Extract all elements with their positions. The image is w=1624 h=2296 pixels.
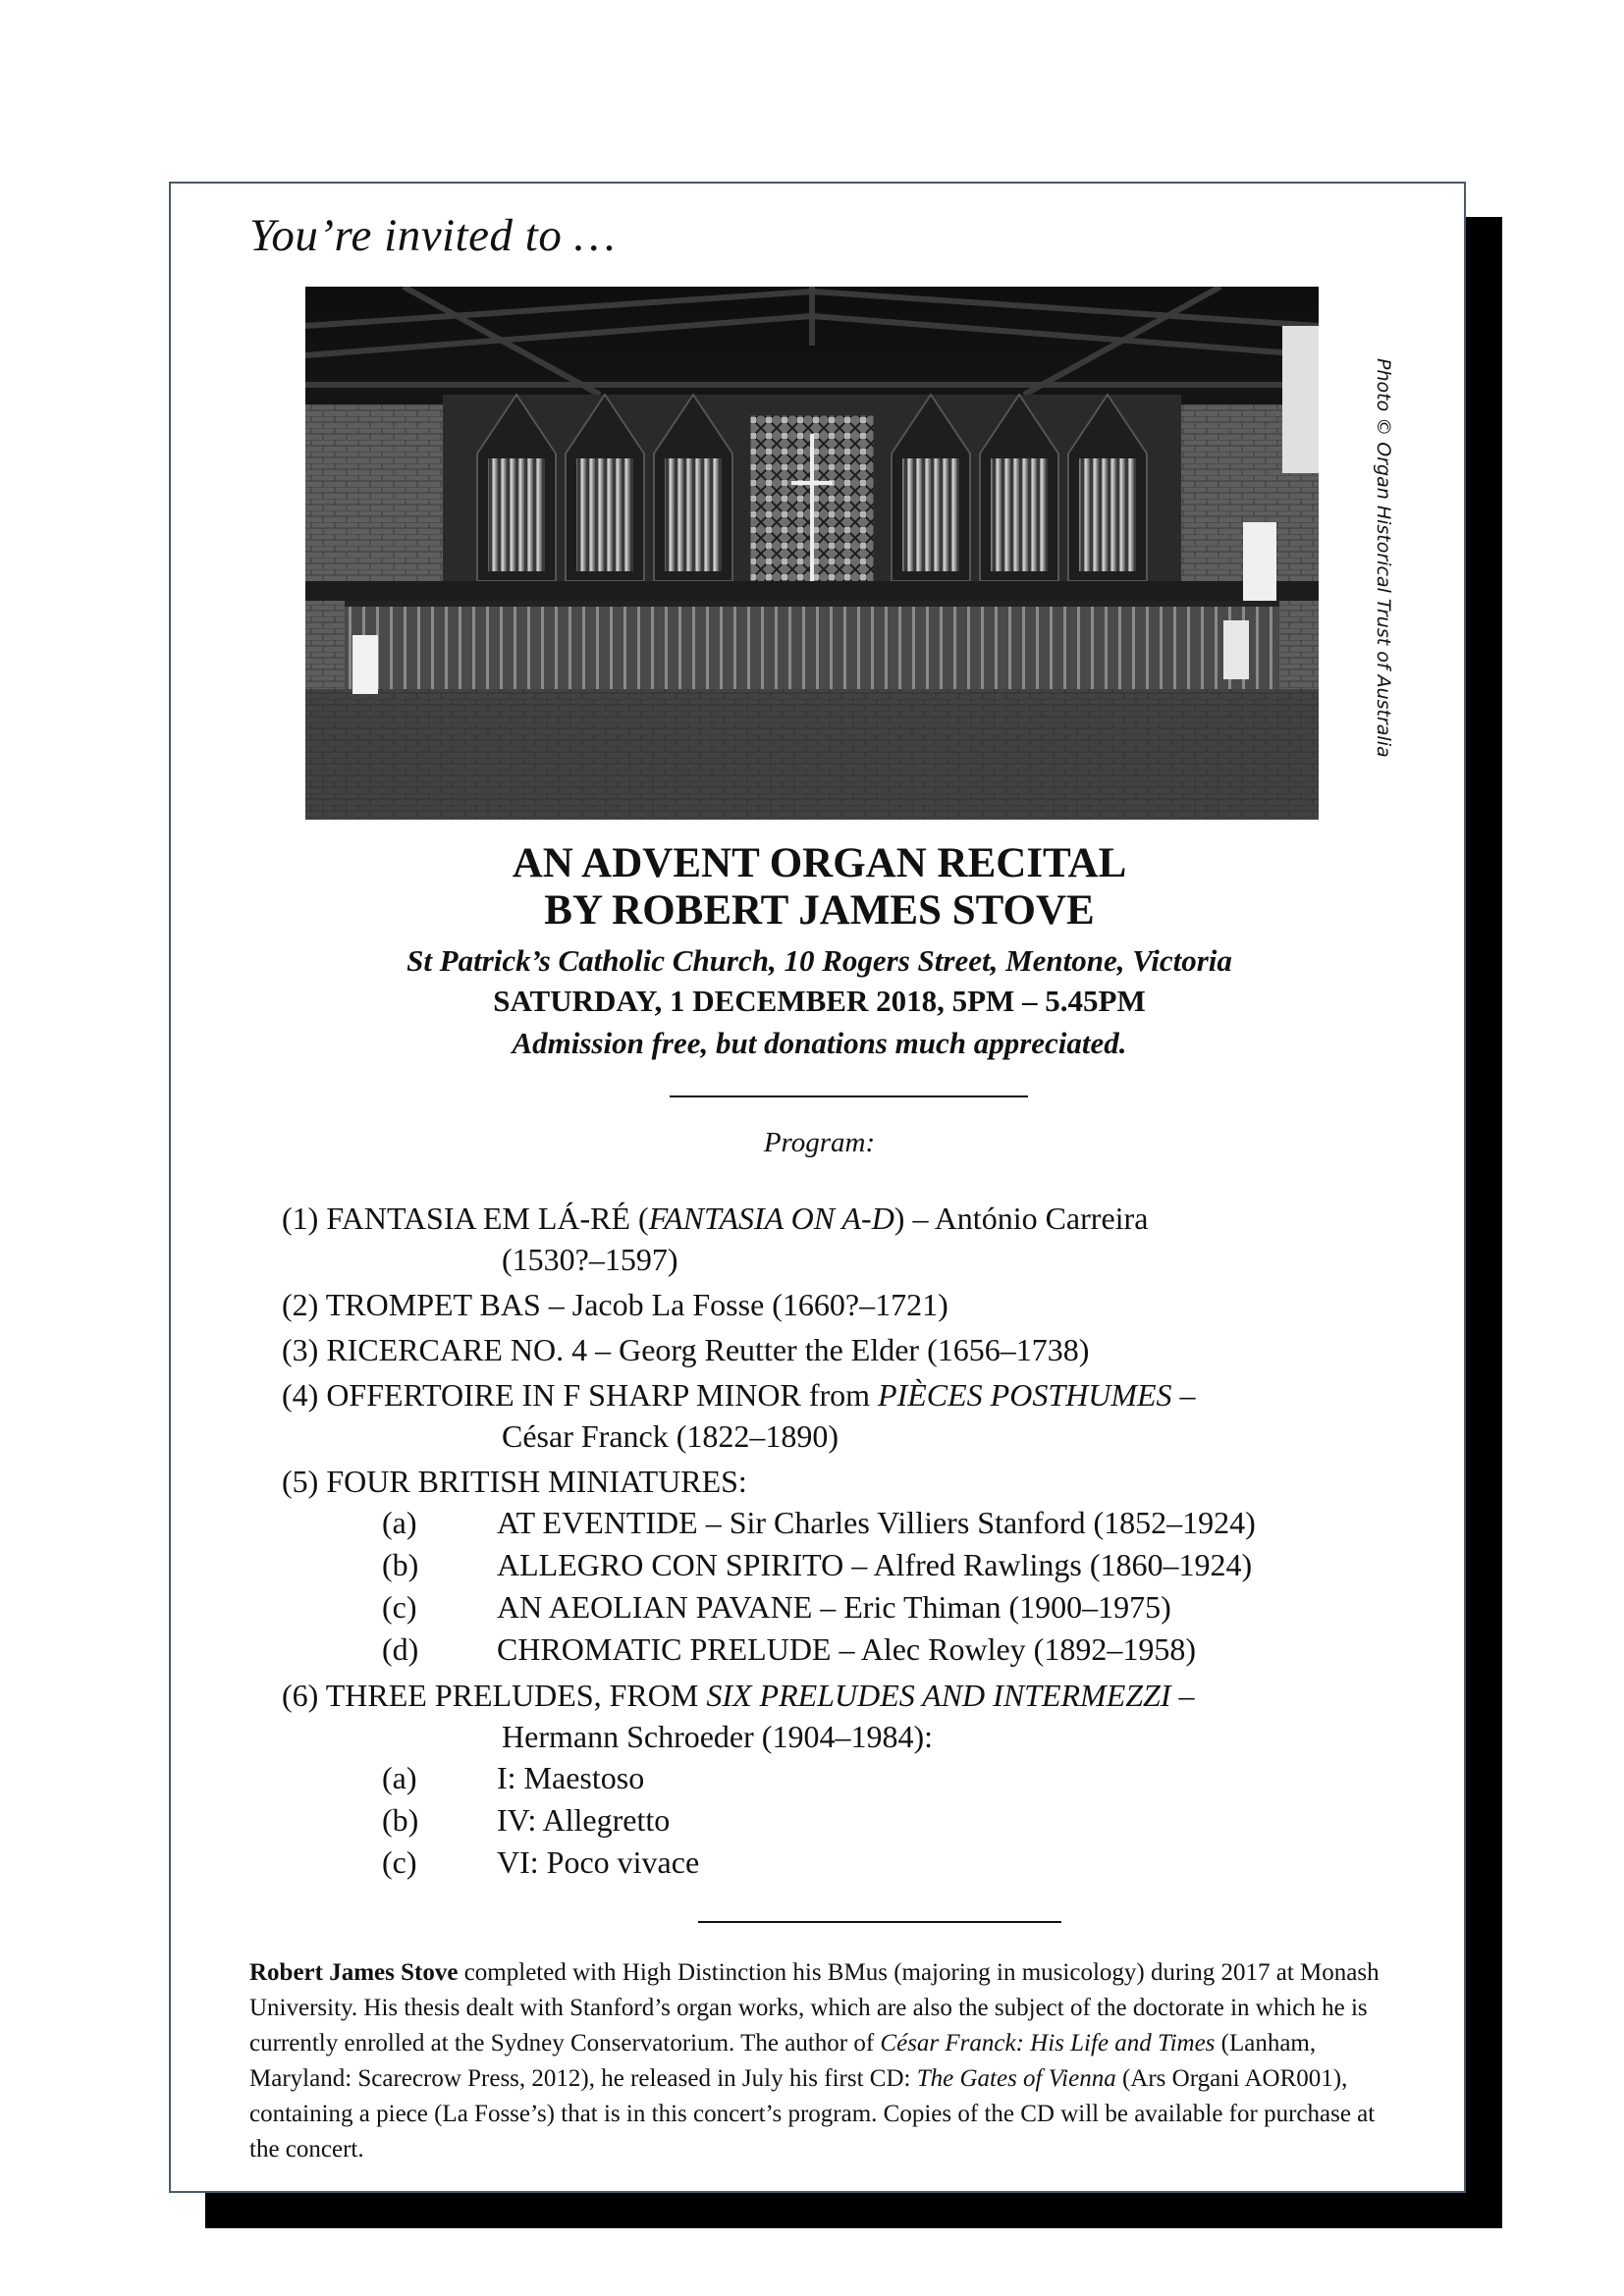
program-item-3: (3) RICERCARE NO. 4 – Georg Reutter the Elder (1656–1738) [282,1332,1090,1367]
sub-text: AT EVENTIDE – Sir Charles Villiers Stanford (1852–1924) [497,1505,1256,1540]
sub-item [282,1586,1411,1629]
sub-letter: (c) [382,1844,417,1880]
divider [698,1921,1061,1923]
sub-letter: (a) [382,1760,417,1795]
item-text: – [1170,1678,1195,1713]
sub-text: I: Maestoso [497,1760,645,1795]
program-item-1 [282,1198,1411,1280]
item-italic-text: SIX PRELUDES AND INTERMEZZI [706,1678,1171,1713]
item-text: ) – António Carreira [893,1201,1149,1236]
sub-item [282,1544,1411,1586]
sub-text: AN AEOLIAN PAVANE – Eric Thiman (1900–1975) [497,1589,1171,1625]
item-composer: Hermann Schroeder (1904–1984): [502,1719,933,1754]
bio-cd-title: The Gates of Vienna [916,2065,1116,2092]
venue: St Patrick’s Catholic Church, 10 Rogers Street, Mentone, Victoria [406,943,1232,978]
sub-text: ALLEGRO CON SPIRITO – Alfred Rawlings (1860–1924) [497,1547,1253,1582]
program-item-5 [282,1461,1411,1671]
sub-letter: (c) [382,1589,417,1625]
photo-credit [1364,358,1403,758]
item-composer: César Franck (1822–1890) [502,1418,839,1454]
bio-text: (Ars Organi AOR001), containing a piece (La Fosse’s) that is in this concert’s program. Copies of the CD will be available for purchase at the concert. [249,2065,1376,2163]
sub-item [282,1757,1411,1799]
biography [249,1955,1393,2167]
bio-book-title: César Franck: His Life and Times [880,2030,1216,2056]
photo-credit-text: Photo © Organ Historical Trust of Australia [1373,358,1394,758]
invite-heading: You’re invited to … [249,210,616,261]
recital-title-line2: BY ROBERT JAMES STOVE [544,887,1095,934]
sub-letter: (b) [382,1802,419,1838]
sub-item [282,1842,1411,1884]
item-text: (6) THREE PRELUDES, FROM [282,1678,707,1713]
item-text: (4) OFFERTOIRE IN F SHARP MINOR from [282,1377,879,1413]
divider [670,1095,1028,1097]
sub-letter: (b) [382,1547,419,1582]
sub-item [282,1502,1411,1544]
item-text: (1) FANTASIA EM LÁ-RÉ ( [282,1201,649,1236]
date-time: SATURDAY, 1 DECEMBER 2018, 5PM – 5.45PM [493,984,1146,1018]
invitation-card [169,182,1466,2193]
program-list [282,1198,1411,1884]
sub-letter: (a) [382,1505,417,1540]
recital-title-line1: AN ADVENT ORGAN RECITAL [512,840,1127,886]
sub-item [282,1629,1411,1671]
admission-note: Admission free, but donations much appreciated. [512,1026,1127,1060]
sub-text: IV: Allegretto [497,1802,671,1838]
bio-text: (Lanham, Maryland: Scarecrow Press, 2012), he released in July his first CD: [249,2030,1317,2092]
program-item-4 [282,1374,1411,1457]
bio-name: Robert James Stove [249,1959,459,1986]
bio-text: completed with High Distinction his BMus (majoring in musicology) during 2017 at Monash University. His thesis dealt with Stanford’s organ works, which are also the subject of the doctorate in which he is currently enrolled at the Sydney Conservatorium. The author of [249,1959,1380,2056]
item-italic-text: PIÈCES POSTHUMES [878,1377,1172,1413]
item-dates: (1530?–1597) [502,1242,678,1277]
item-text: – [1171,1377,1196,1413]
organ-photo [305,287,1319,820]
sub-text: VI: Poco vivace [497,1844,700,1880]
sub-letter: (d) [382,1631,419,1667]
program-item-2: (2) TROMPET BAS – Jacob La Fosse (1660?–1721) [282,1287,948,1322]
item-italic-text: FANTASIA ON A-D [648,1201,894,1236]
program-item-6 [282,1675,1411,1884]
sub-item [282,1799,1411,1842]
program-label: Program: [763,1127,876,1158]
sub-text: CHROMATIC PRELUDE – Alec Rowley (1892–1958) [497,1631,1196,1667]
item-text: (5) FOUR BRITISH MINIATURES: [282,1464,747,1499]
